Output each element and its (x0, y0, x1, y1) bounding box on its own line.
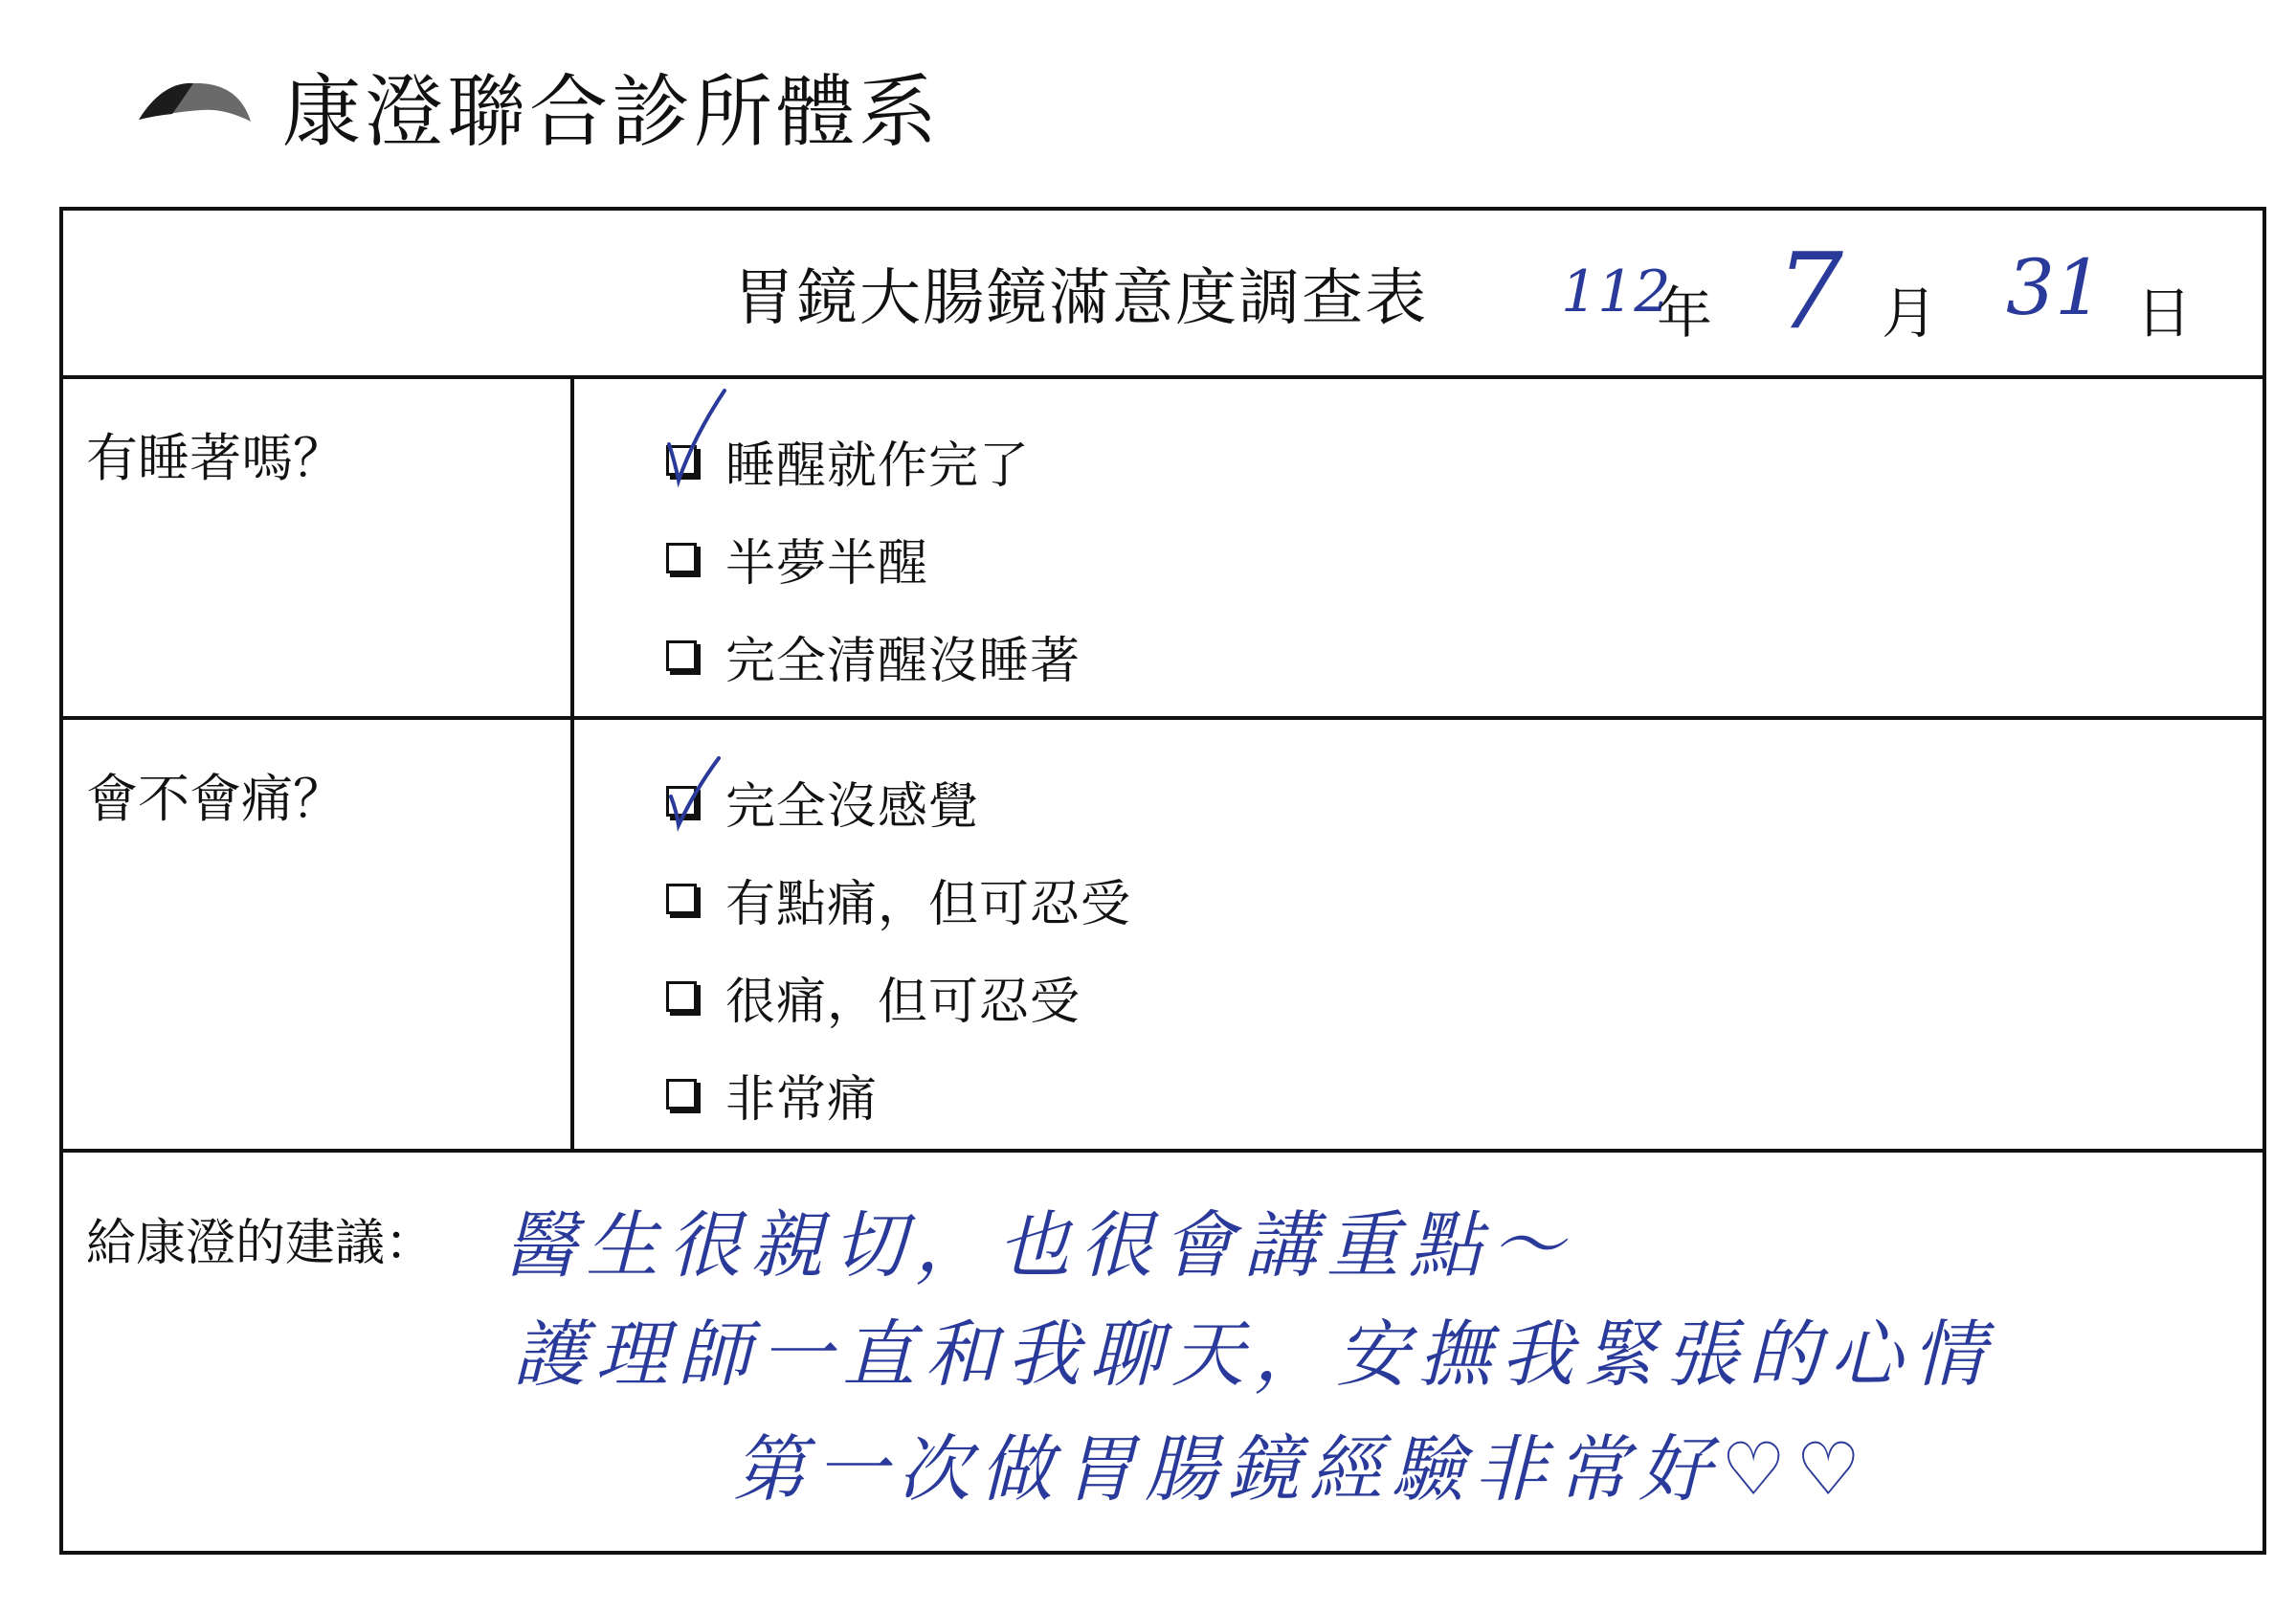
checkbox-checked[interactable] (666, 786, 697, 817)
option-text: 完全沒感覺 (725, 777, 980, 836)
option-text: 很痛，但可忍受 (725, 973, 1081, 1031)
clinic-header (134, 48, 941, 163)
suggestion-label: 給康澄的建議： (86, 1215, 435, 1272)
option-list (666, 412, 1081, 705)
form-title: 胃鏡大腸鏡滿意度調查表 (733, 263, 1428, 334)
year-label: 年 (1657, 280, 1713, 346)
month-value: 7 (1776, 230, 1843, 352)
checkbox-checked[interactable] (666, 445, 697, 476)
option-item[interactable] (666, 1045, 1131, 1143)
day-value: 31 (2006, 243, 2104, 332)
option-item[interactable] (666, 509, 1081, 607)
column-divider (570, 720, 574, 1149)
option-text: 非常痛 (725, 1070, 879, 1129)
column-divider (570, 379, 574, 716)
clinic-name: 康澄聯合診所體系 (282, 66, 942, 158)
title-row (63, 211, 2263, 379)
question-row-pain (63, 720, 2263, 1153)
option-text: 完全清醒沒睡著 (725, 632, 1081, 690)
option-item[interactable] (666, 412, 1081, 509)
question-row-sleep (63, 379, 2263, 720)
suggestion-line: 護理師一直和我聊天，安撫我緊張的心情 (513, 1311, 1995, 1397)
option-text: 半夢半醒 (725, 534, 929, 593)
option-text: 睡醒就作完了 (725, 437, 1031, 495)
year-value: 112 (1561, 258, 1671, 325)
checkmark-icon (661, 729, 728, 835)
option-text: 有點痛，但可忍受 (725, 875, 1132, 933)
day-label: 日 (2136, 280, 2193, 346)
option-item[interactable] (666, 752, 1131, 850)
survey-form (59, 207, 2266, 1555)
checkbox[interactable] (666, 1079, 697, 1110)
suggestion-line: 醫生很親切，也很會講重點～ (503, 1202, 1573, 1288)
question-label: 有睡著嗎？ (86, 428, 345, 488)
checkbox[interactable] (666, 640, 697, 671)
checkbox[interactable] (666, 543, 697, 573)
checkbox[interactable] (666, 884, 697, 914)
checkmark-icon (661, 389, 728, 494)
suggestion-row (63, 1153, 2263, 1555)
suggestion-line: 第一次做胃腸鏡經驗非常好♡♡ (733, 1426, 1871, 1512)
option-item[interactable] (666, 850, 1131, 948)
month-label: 月 (1882, 280, 1938, 346)
option-item[interactable] (666, 607, 1081, 705)
clinic-logo-icon (134, 72, 254, 139)
option-list (666, 752, 1131, 1143)
question-label: 會不會痛？ (86, 769, 345, 829)
checkbox[interactable] (666, 981, 697, 1012)
option-item[interactable] (666, 948, 1131, 1045)
